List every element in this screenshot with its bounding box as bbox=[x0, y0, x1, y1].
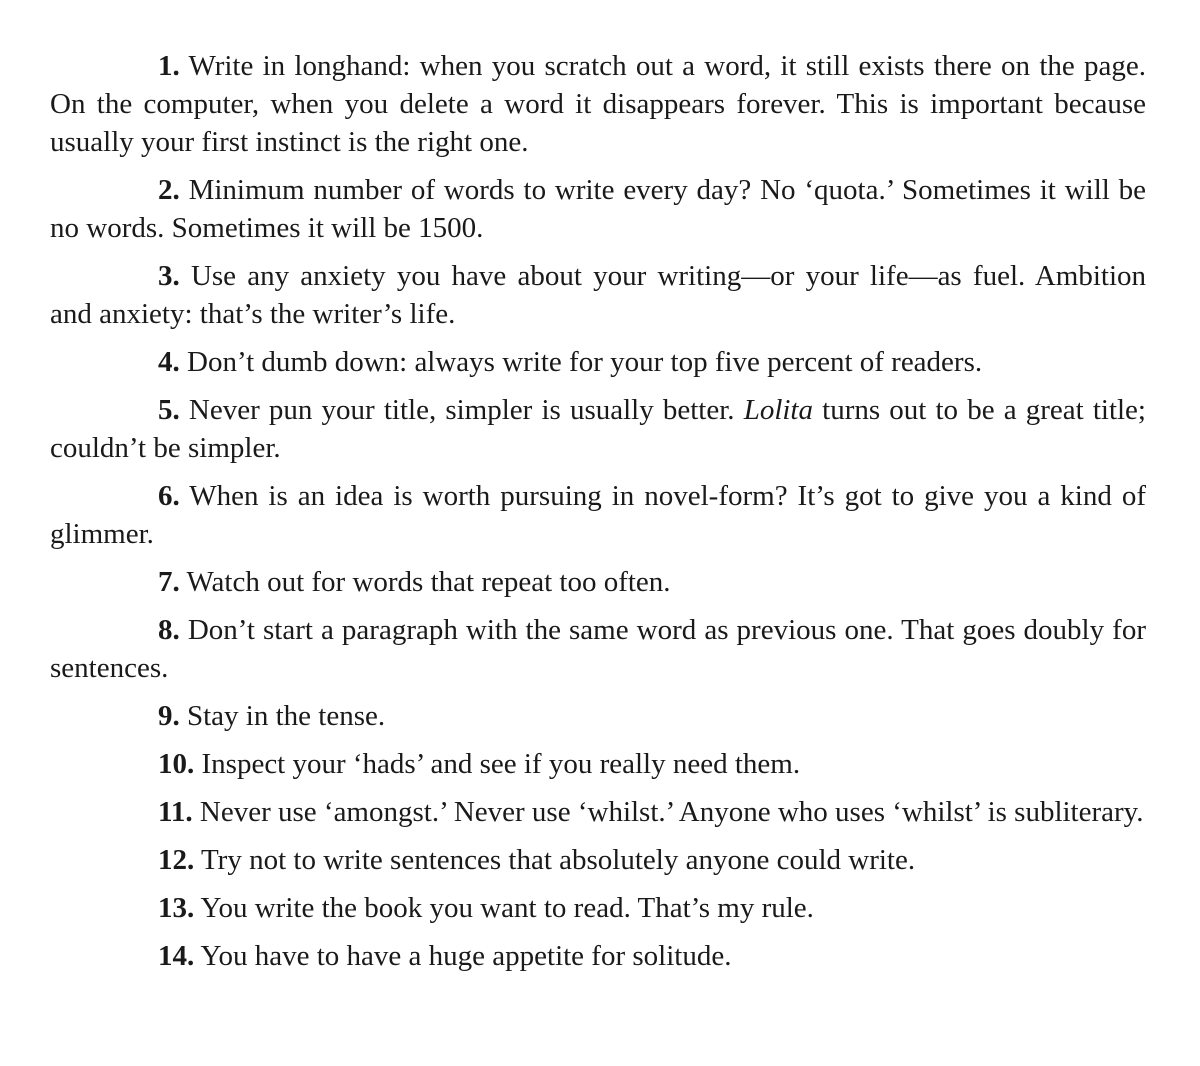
rule-text-after: turns out to be a great title; couldn’t be simpler. bbox=[50, 394, 1146, 464]
rule-item bbox=[50, 793, 1146, 831]
rule-item bbox=[50, 47, 1146, 161]
rule-number: 1. bbox=[158, 50, 180, 82]
rule-item bbox=[50, 171, 1146, 247]
rule-text: Use any anxiety you have about your writing—or your life—as fuel. Ambition and anxiety: that’s the writer’s life. bbox=[50, 260, 1147, 330]
rule-text: Inspect your ‘hads’ and see if you really need them. bbox=[201, 748, 801, 780]
rule-number: 5. bbox=[158, 394, 180, 426]
rule-text: You have to have a huge appetite for solitude. bbox=[200, 940, 732, 972]
rule-number: 4. bbox=[158, 346, 180, 378]
rule-number: 12. bbox=[158, 844, 195, 876]
rule-item bbox=[50, 937, 1146, 975]
rules-document bbox=[50, 47, 1146, 985]
rule-number: 8. bbox=[158, 614, 180, 646]
rule-item bbox=[50, 697, 1146, 735]
rule-text-before: Never pun your title, simpler is usually better. bbox=[188, 394, 744, 426]
rule-item bbox=[50, 745, 1146, 783]
rule-item bbox=[50, 477, 1146, 553]
rule-text: Stay in the tense. bbox=[187, 700, 386, 732]
rule-text: When is an idea is worth pursuing in novel-form? It’s got to give you a kind of glimmer. bbox=[50, 480, 1146, 550]
rule-item bbox=[50, 391, 1146, 467]
rule-number: 6. bbox=[158, 480, 180, 512]
rule-text: Don’t start a paragraph with the same word as previous one. That goes doubly for sentences. bbox=[50, 614, 1146, 684]
rule-text: Minimum number of words to write every day? No ‘quota.’ Sometimes it will be no words. Sometimes it will be 1500. bbox=[50, 174, 1146, 244]
rule-number: 11. bbox=[158, 796, 193, 828]
rule-item bbox=[50, 257, 1146, 333]
rule-item bbox=[50, 343, 1146, 381]
book-title-italic: Lolita bbox=[743, 394, 813, 426]
rule-number: 10. bbox=[158, 748, 195, 780]
rule-number: 13. bbox=[158, 892, 195, 924]
rule-text: Watch out for words that repeat too often. bbox=[186, 566, 671, 598]
rule-item bbox=[50, 563, 1146, 601]
rule-number: 2. bbox=[158, 174, 180, 206]
rule-text: You write the book you want to read. That’s my rule. bbox=[200, 892, 814, 924]
rule-number: 14. bbox=[158, 940, 195, 972]
rule-text: Don’t dumb down: always write for your top five percent of readers. bbox=[187, 346, 983, 378]
rule-text: Write in longhand: when you scratch out a word, it still exists there on the page. On the computer, when you delete a word it disappears forever. This is important because usually your first instinct is the right one. bbox=[50, 50, 1146, 158]
rule-item bbox=[50, 889, 1146, 927]
rule-text: Try not to write sentences that absolutely anyone could write. bbox=[200, 844, 916, 876]
rule-number: 7. bbox=[158, 566, 180, 598]
rule-text: Never use ‘amongst.’ Never use ‘whilst.’ Anyone who uses ‘whilst’ is subliterary. bbox=[199, 796, 1144, 828]
rule-item bbox=[50, 841, 1146, 879]
rule-number: 3. bbox=[158, 260, 180, 292]
rule-item bbox=[50, 611, 1146, 687]
rule-number: 9. bbox=[158, 700, 180, 732]
